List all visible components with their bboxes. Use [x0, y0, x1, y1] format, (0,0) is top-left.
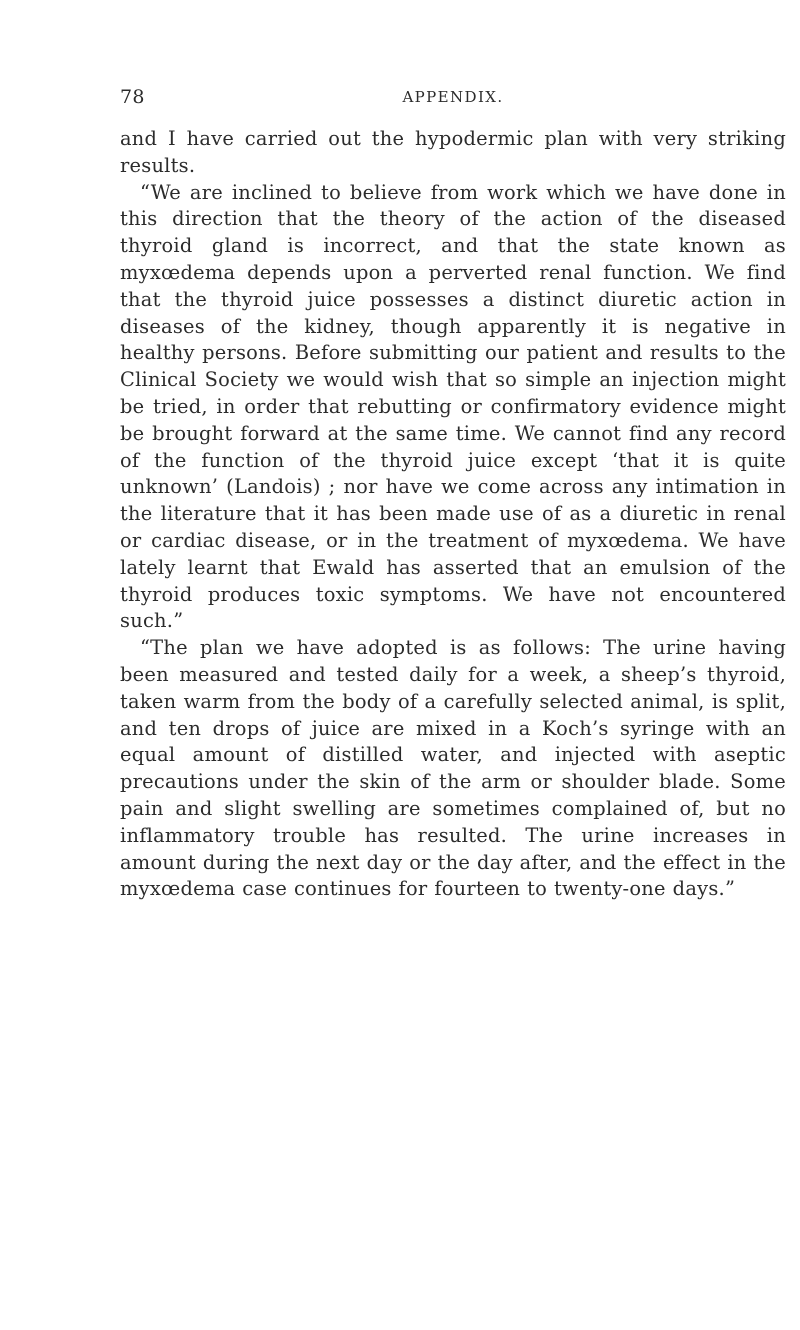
paragraph-quote-theory: “We are inclined to believe from work which we have done in this direction that the theory of the action of the diseased thyroid gland is incorrect, and that the state known as myxœdema depends upon a perverted renal function. We find that the thyroid juice possesses a distinct diuretic action in diseases of the kidney, though apparently it is negative in healthy persons. Before submitting our patient and results to the Clinical Society we would wish that so simple an injection might be tried, in order that rebutting or confirmatory evidence might be brought forward at the same time. We cannot find any record of the function of the thyroid juice except ‘that it is quite unknown’ (Landois) ; nor have we come across any intimation in the literature that it has been made use of as a diuretic in renal or cardiac disease, or in the treatment of myxœdema. We have lately learnt that Ewald has asserted that an emulsion of the thyroid produces toxic symptoms. We have not encountered such.”: [120, 180, 786, 633]
running-head: [120, 86, 786, 112]
paragraph-quote-plan: “The plan we have adopted is as follows: The urine having been measured and tested daily for a week, a sheep’s thyroid, taken warm from the body of a carefully selected animal, is split, and ten drops of juice are mixed in a Koch’s syringe with an equal amount of distilled water, and injected with aseptic precautions under the skin of the arm or shoulder blade. Some pain and slight swelling are sometimes complained of, but no inflammatory trouble has resulted. The urine increases in amount during the next day or the day after, and the effect in the myxœdema case continues for fourteen to twenty-one days.”: [120, 636, 786, 901]
body-text: [120, 126, 786, 903]
paragraph-continuation: and I have carried out the hypodermic plan with very striking results.: [120, 127, 786, 177]
running-title: APPENDIX.: [402, 88, 504, 106]
page-number: 78: [120, 86, 145, 108]
